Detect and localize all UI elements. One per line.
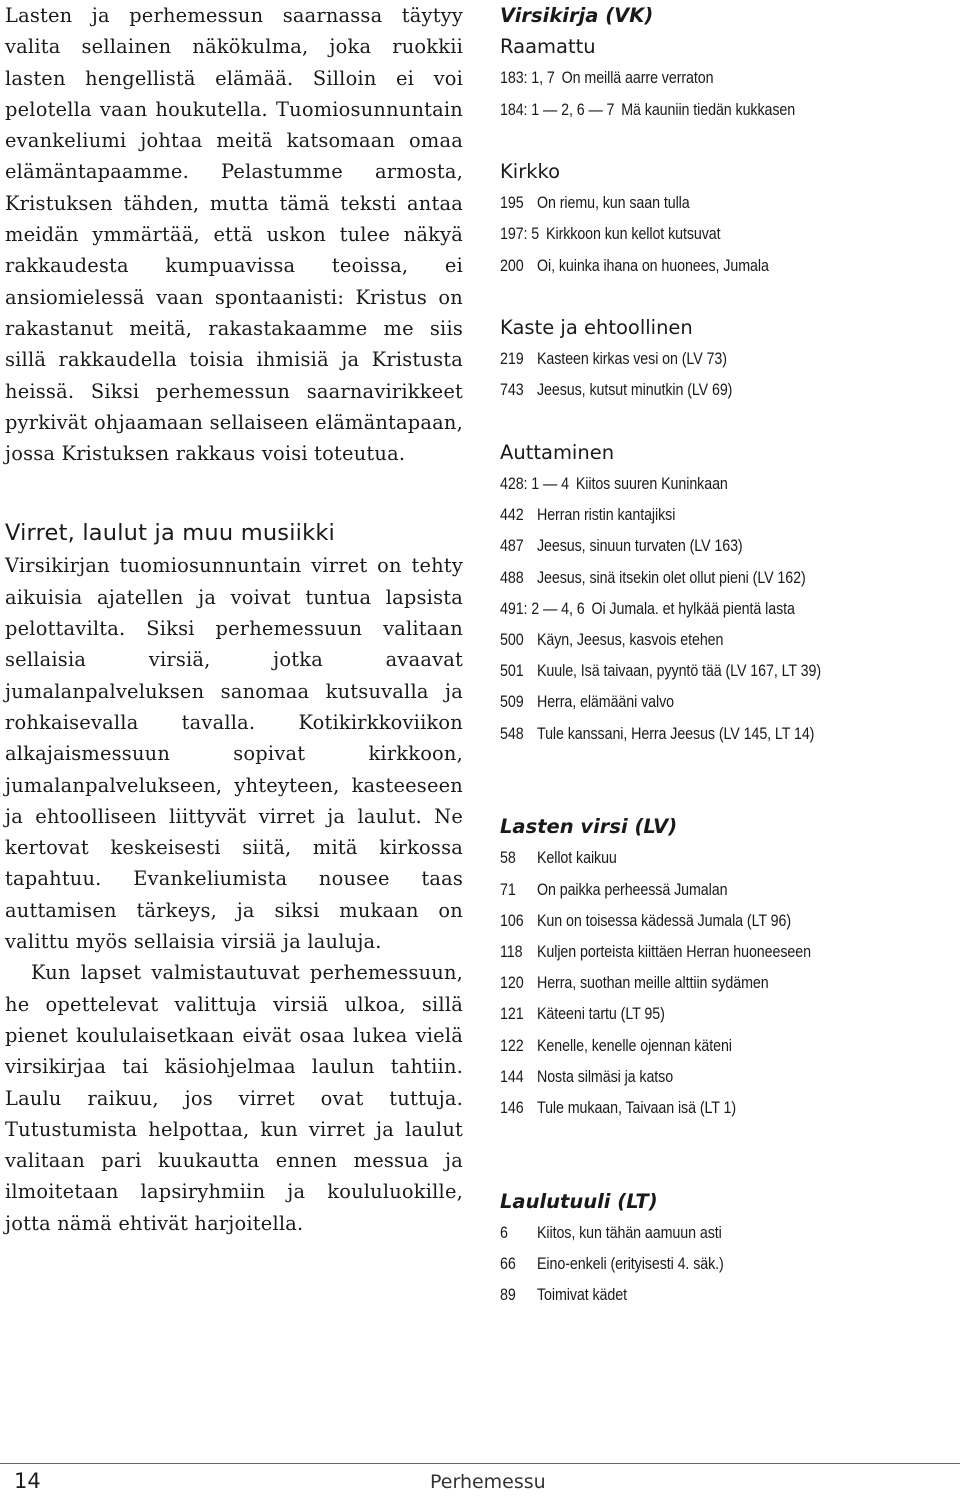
list-item: 89 Toimivat kädet [500,1285,627,1305]
group-title-lt: Laulutuuli (LT) [500,1189,658,1213]
section-heading-music: Virret, laulut ja muu musiikki [5,520,336,547]
spacer [500,749,940,780]
publication-title: Perhemessu [430,1471,546,1493]
list-item: 58 Kellot kaikuu [500,848,617,868]
paragraph-preparation: Kun lapset valmistautuvat perhemessuun, he opettelevat valittuja virsiä ulkoa, sillä pienet koululaisetkaan eivät osaa lukea vielä virsikirjaa tai käsiohjelmaa laulun tahtiin. Laulu raikuu, jos virret ovat tuttuja. Tutustumista helpottaa, kun virret ja laulut valitaan pari kuukautta ennen messua ja ilmoitetaan lapsiryhmiin ja koululuokille, jotta nämä ehtivät harjoitella. [5,961,463,1235]
hymn-list-column [500,0,940,1310]
group-title-raamattu: Raamattu [500,35,596,59]
list-item: 548 Tule kanssani, Herra Jeesus (LV 145, LT 14) [500,723,815,743]
hymnbook-title: Virsikirja (VK) [500,4,654,27]
group-title-kirkko: Kirkko [500,160,561,183]
list-item: 743 Jeesus, kutsut minutkin (LV 69) [500,380,733,400]
list-item: 183: 1, 7 On meillä aarre verraton [500,68,714,88]
list-item: 144 Nosta silmäsi ja katso [500,1066,674,1086]
list-item: 509 Herra, elämääni valvo [500,692,674,712]
list-item: 197: 5 Kirkkoon kun kellot kutsuvat [500,224,721,244]
main-text-column [5,0,463,1239]
list-item: 501 Kuule, Isä taivaan, pyyntö tää (LV 167, LT 39) [500,661,821,681]
spacer [500,406,940,437]
list-item: 184: 1 — 2, 6 — 7 Mä kauniin tiedän kukkasen [500,99,796,119]
list-item: 487 Jeesus, sinuun turvaten (LV 163) [500,536,743,556]
page-number: 14 [14,1469,41,1493]
list-item: 71 On paikka perheessä Jumalan [500,879,728,899]
list-item: 442 Herran ristin kantajiksi [500,505,676,525]
group-title-kaste: Kaste ja ehtoollinen [500,316,693,339]
list-item: 120 Herra, suothan meille alttiin sydämen [500,973,769,993]
list-item: 219 Kasteen kirkas vesi on (LV 73) [500,349,727,369]
list-item: 106 Kun on toisessa kädessä Jumala (LT 96) [500,910,791,930]
spacer [5,469,463,516]
list-item: 66 Eino-enkeli (erityisesti 4. säk.) [500,1254,724,1274]
spacer [500,1154,940,1185]
list-item: 122 Kenelle, kenelle ojennan käteni [500,1035,732,1055]
list-item: 121 Käteeni tartu (LT 95) [500,1004,665,1024]
spacer [500,1123,940,1154]
footer-divider [0,1463,960,1464]
list-item: 428: 1 — 4 Kiitos suuren Kuninkaan [500,474,728,493]
spacer [500,281,940,312]
paragraph-sermon: Lasten ja perhemessun saarnassa täytyy valita sellainen näkökulma, joka ruokkii lasten hengellistä elämää. Silloin ei voi pelotella vaan houkutella. Tuomiosunnuntain evankeliumi johtaa meitä katsomaan omaa elämäntapaamme. Pelastumme armosta, Kristuksen tähden, mutta tämä teksti antaa meidän ymmärtää, että uskon tulee näkyä rakkaudesta kumpuavissa teoissa, ei ansiomielessä vaan spontaanisti: Kristus on rakastanut meitä, rakastakaamme me siis sillä rakkaudella toisia ihmisiä ja Kristusta heissä. Siksi perhemessun saarnavirikkeet pyrkivät ohjaamaan sellaiseen elämäntapaan, jossa Kristuksen rakkaus voisi toteutua. [5,4,463,466]
spacer [500,780,940,811]
list-item: 6 Kiitos, kun tähän aamuun asti [500,1222,722,1242]
list-item: 488 Jeesus, sinä itsekin olet ollut pieni (LV 162) [500,567,806,587]
list-item: 146 Tule mukaan, Taivaan isä (LT 1) [500,1098,737,1118]
spacer [500,125,940,156]
list-item: 500 Käyn, Jeesus, kasvois etehen [500,630,724,650]
list-item: 200 Oi, kuinka ihana on huonees, Jumala [500,255,769,275]
group-title-lv: Lasten virsi (LV) [500,815,678,839]
paragraph-hymns: Virsikirjan tuomiosunnuntain virret on tehty aikuisia ajatellen ja voivat tuntua lapsista pelottavilta. Siksi perhemessuun valitaan sellaisia virsiä, jotka avaavat jumalanpalveluksen sanomaa kutsuvalla ja rohkaisevalla tavalla. Kotikirkkoviikon alkajaismessuun sopivat kirkkoon, jumalanpalvelukseen, yhteyteen, kasteeseen ja ehtoolliseen liittyvät virret ja laulut. Ne kertovat keskeisesti siitä, mitä kirkossa tapahtuu. Evankeliumista nousee taas auttamisen tärkeys, ja siksi mukaan on valittu myös sellaisia virsiä ja lauluja. [5,554,463,954]
list-item: 491: 2 — 4, 6 Oi Jumala. et hylkää pientä lasta [500,598,795,618]
list-item: 118 Kuljen porteista kiittäen Herran huoneeseen [500,942,811,962]
group-title-auttaminen: Auttaminen [500,440,615,464]
list-item: 195 On riemu, kun saan tulla [500,193,690,213]
